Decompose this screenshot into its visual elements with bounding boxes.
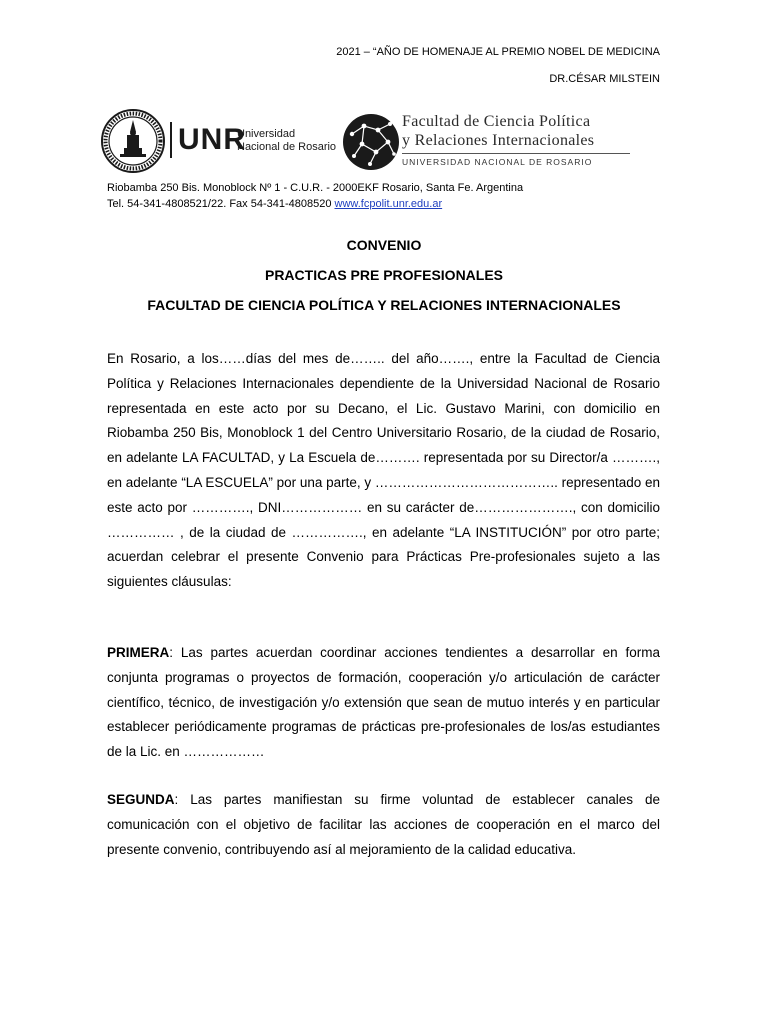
unr-name-line-2: Nacional de Rosario bbox=[237, 141, 337, 153]
faculty-name-line-1: Facultad de Ciencia Política bbox=[402, 113, 591, 130]
address-block bbox=[107, 180, 523, 212]
title-line-3: FACULTAD DE CIENCIA POLÍTICA Y RELACIONES INTERNACIONALES bbox=[147, 297, 621, 313]
title-line-2: PRACTICAS PRE PROFESIONALES bbox=[264, 267, 504, 283]
unr-name-line-1: Universidad bbox=[237, 128, 296, 140]
clause-primera-label: PRIMERA bbox=[107, 645, 170, 660]
unr-abbreviation: UNR bbox=[178, 123, 246, 156]
logo-divider bbox=[170, 122, 172, 158]
address-line: Riobamba 250 Bis. Monoblock Nº 1 - C.U.R. - 2000EKF Rosario, Santa Fe. Argentina bbox=[107, 182, 524, 194]
header-name-line: DR.CÉSAR MILSTEIN bbox=[549, 73, 660, 85]
title-line-1: CONVENIO bbox=[346, 237, 422, 253]
header-year-line: 2021 – “AÑO DE HOMENAJE AL PREMIO NOBEL DE MEDICINA bbox=[336, 46, 660, 58]
faculty-university: UNIVERSIDAD NACIONAL DE ROSARIO bbox=[402, 157, 593, 167]
unr-full-name bbox=[237, 128, 336, 154]
clause-segunda-text: : Las partes manifiestan su firme voluntad de establecer canales de comunicación con el objetivo de facilitar las acciones de cooperación en el marco del presente convenio, contribuyendo así al mejoramiento de la calidad educativa. bbox=[107, 792, 660, 857]
website-link[interactable]: www.fcpolit.unr.edu.ar bbox=[334, 198, 443, 210]
clause-segunda-label: SEGUNDA bbox=[107, 792, 175, 807]
unr-seal-icon bbox=[100, 108, 166, 174]
clause-primera-text: : Las partes acuerdan coordinar acciones tendientes a desarrollar en forma conjunta programas o proyectos de formación, cooperación y/o articulación de carácter científico, técnico, de investigación y/o extensión que sean de mutuo interés y en particular establecer periódicamente programas de prácticas pre-profesionales de los/as estudiantes de la Lic. en ……………… bbox=[107, 645, 660, 760]
contact-line bbox=[107, 196, 523, 212]
phone-fax: Tel. 54-341-4808521/22. Fax 54-341-4808520 bbox=[107, 198, 335, 210]
clause-primera bbox=[107, 641, 660, 765]
faculty-name-line-2: y Relaciones Internacionales bbox=[402, 132, 595, 149]
institution-logos bbox=[100, 108, 640, 178]
intro-paragraph: En Rosario, a los……días del mes de…….. del año……., entre la Facultad de Ciencia Política y Relaciones Internacionales dependiente de la Universidad Nacional de Rosario representada en este acto por su Decano, el Lic. Gustavo Marini, con domicilio en Riobamba 250 Bis, Monoblock 1 del Centro Universitario Rosario, de la ciudad de Rosario, en adelante LA FACULTAD, y La Escuela de………. representada por su Director/a ………., en adelante “LA ESCUELA” por una parte, y ………………………………….. representado en este acto por …………., DNI……………… en su carácter de…………………., con domicilio …………… , de la ciudad de ……………., en adelante “LA INSTITUCIÓN” por otro parte; acuerdan celebrar el presente Convenio para Prácticas Pre-profesionales sujeto a las siguientes cláusulas: bbox=[107, 351, 660, 590]
faculty-constellation-icon bbox=[340, 112, 402, 172]
document-title bbox=[0, 236, 768, 326]
faculty-name-block bbox=[402, 112, 630, 167]
clause-segunda bbox=[107, 788, 660, 862]
faculty-rule bbox=[402, 153, 630, 154]
